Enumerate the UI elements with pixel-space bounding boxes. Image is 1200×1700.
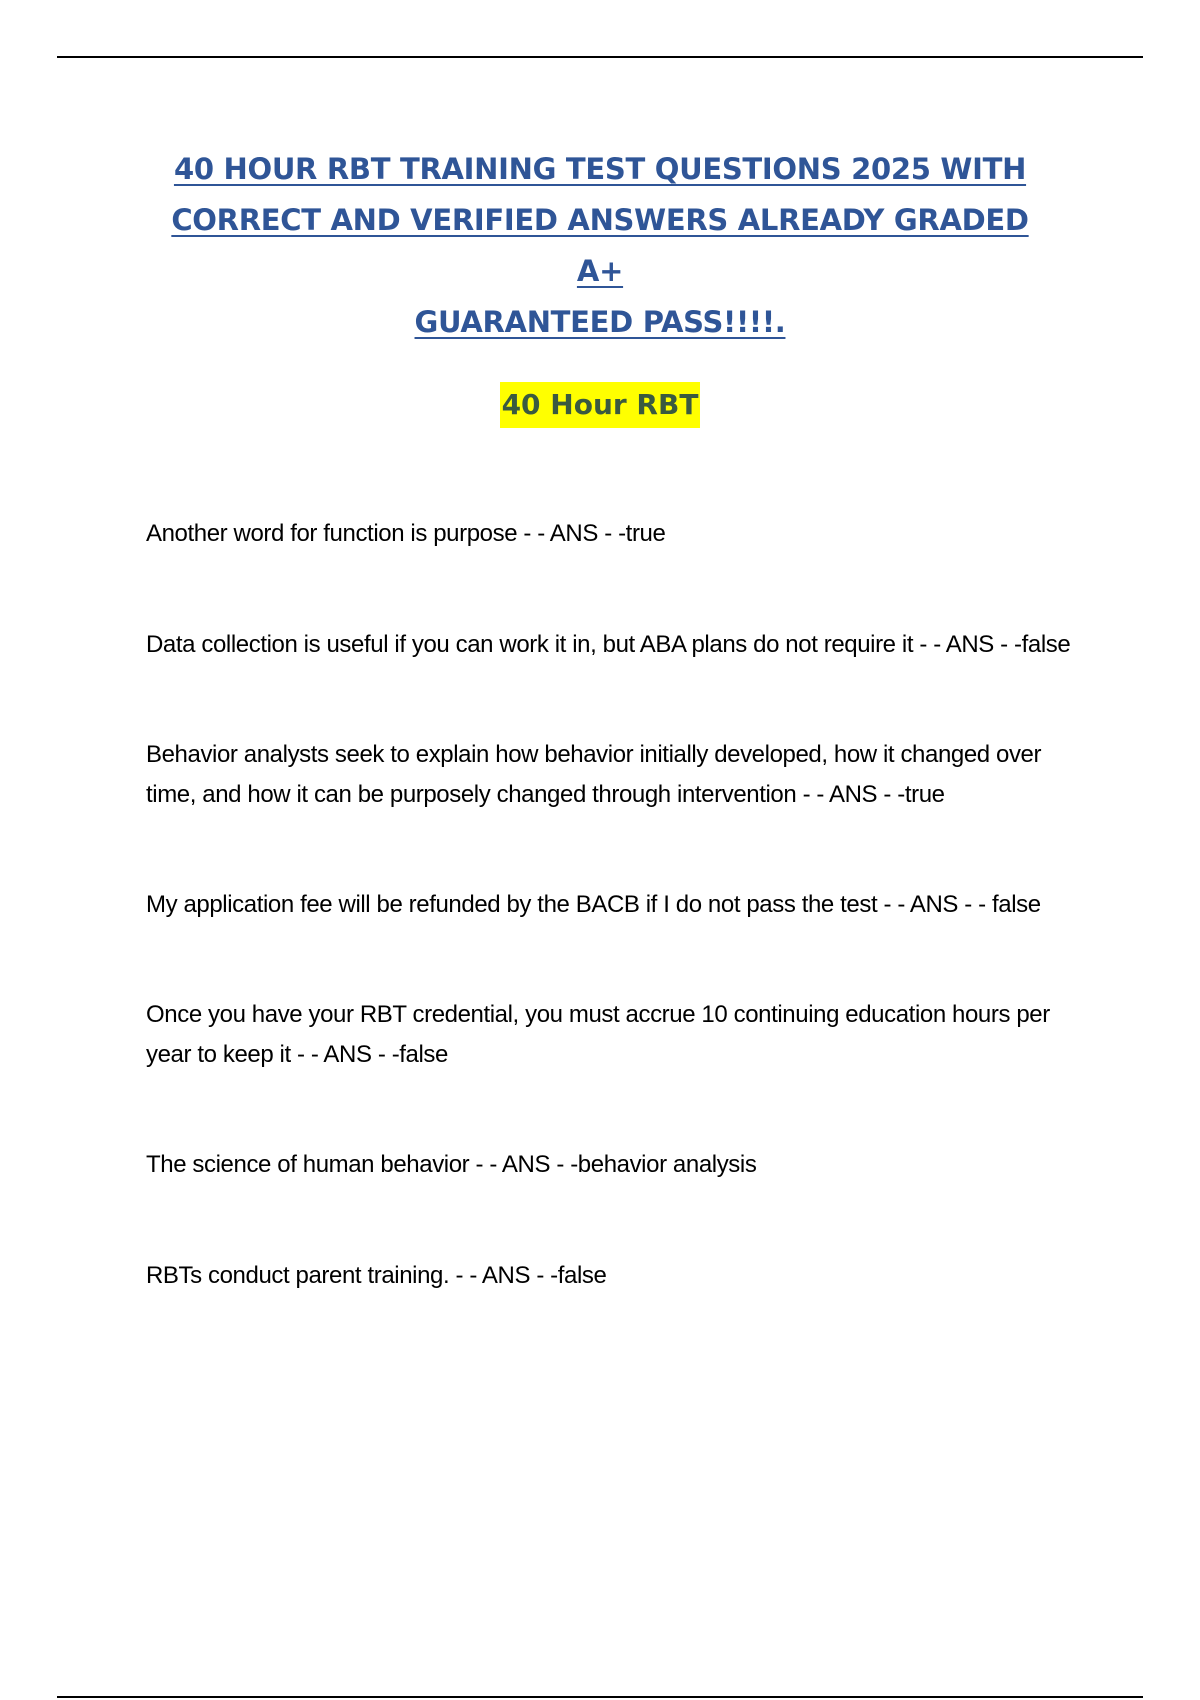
title-line-1: 40 HOUR RBT TRAINING TEST QUESTIONS 2025 WITH xyxy=(173,152,1027,186)
qa-item: My application fee will be refunded by the BACB if I do not pass the test - - ANS - - false xyxy=(146,891,1041,918)
title-line-3: GUARANTEED PASS!!!!. xyxy=(414,305,786,339)
section-heading: 40 Hour RBT xyxy=(500,382,701,428)
bottom-rule xyxy=(57,1696,1143,1698)
qa-item: Data collection is useful if you can work it in, but ABA plans do not require it - - ANS - -false xyxy=(146,631,1071,658)
qa-item: Once you have your RBT credential, you must accrue 10 continuing education hours per year to keep it - - ANS - -false xyxy=(146,1001,1050,1068)
qa-item: The science of human behavior - - ANS - -behavior analysis xyxy=(146,1151,757,1178)
qa-list xyxy=(146,514,1096,1367)
top-rule xyxy=(57,56,1143,58)
qa-item: Another word for function is purpose - - ANS - -true xyxy=(146,520,666,547)
section-heading-container xyxy=(0,382,1200,428)
qa-item: Behavior analysts seek to explain how behavior initially developed, how it changed over time, and how it can be purposely changed through intervention - - ANS - -true xyxy=(146,741,1042,808)
title-line-2: CORRECT AND VERIFIED ANSWERS ALREADY GRADED A+ xyxy=(171,203,1029,288)
document-title xyxy=(150,144,1050,348)
qa-item: RBTs conduct parent training. - - ANS - -false xyxy=(146,1262,607,1289)
